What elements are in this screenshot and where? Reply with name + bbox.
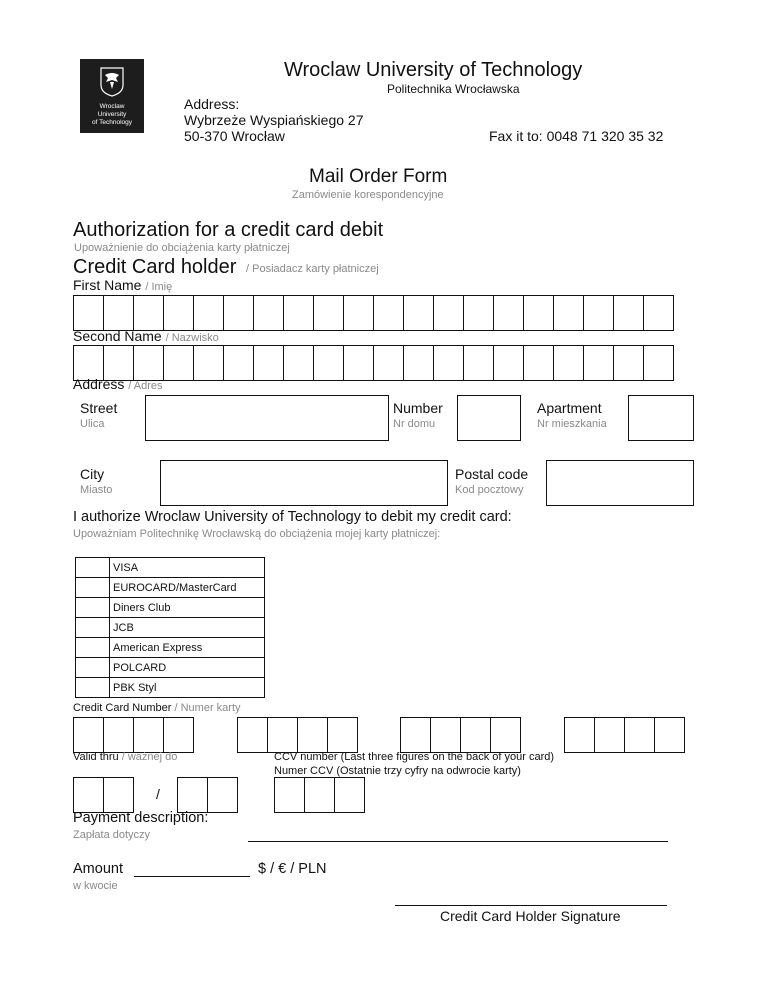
city-input[interactable] [160,460,448,506]
second-name-cell[interactable] [283,345,314,381]
university-logo [80,59,144,133]
second-name-cell[interactable] [343,345,374,381]
card-type-label: VISA [110,558,265,578]
street-label: Street [80,400,118,416]
card-type-row [76,658,265,678]
card-number-cell[interactable] [133,717,164,753]
card-type-checkbox[interactable] [76,558,110,578]
logo-text: Wroclaw University of Technology [92,103,132,126]
number-label-pl: Nr domu [393,418,436,430]
card-type-checkbox[interactable] [76,618,110,638]
ccv-input[interactable] [274,777,364,813]
card-type-row [76,678,265,698]
university-name-pl: Politechnika Wrocławska [387,82,520,96]
house-number-input[interactable] [457,395,521,441]
valid-month-input[interactable] [73,777,133,813]
card-number-cell[interactable] [490,717,521,753]
city-label: City [80,466,105,482]
first-name-cell[interactable] [553,295,584,331]
signature-line[interactable] [395,905,667,906]
card-number-cell[interactable] [654,717,685,753]
first-name-cell[interactable] [253,295,284,331]
second-name-cell[interactable] [313,345,344,381]
second-name-cell[interactable] [403,345,434,381]
card-type-checkbox[interactable] [76,578,110,598]
card-type-label: EUROCARD/MasterCard [110,578,265,598]
street-label-pl: Ulica [80,418,105,430]
university-name: Wroclaw University of Technology [284,59,583,81]
card-number-cell[interactable] [267,717,298,753]
first-name-cell[interactable] [133,295,164,331]
valid-year-cell[interactable] [207,777,238,813]
card-number-cell[interactable] [73,717,104,753]
card-type-label: American Express [110,638,265,658]
first-name-cell[interactable] [343,295,374,331]
first-name-cell[interactable] [433,295,464,331]
number-label: Number [393,400,443,416]
second-name-cell[interactable] [613,345,644,381]
second-name-cell[interactable] [583,345,614,381]
card-type-checkbox[interactable] [76,638,110,658]
second-name-cell[interactable] [253,345,284,381]
ccv-cell[interactable] [334,777,365,813]
card-type-label: JCB [110,618,265,638]
address-street: Wybrzeże Wyspiańskiego 27 [184,112,364,128]
valid-thru-label: Valid thru / ważnej do [73,751,178,763]
amount-line[interactable] [134,876,250,877]
apartment-input[interactable] [628,395,694,441]
card-holder-heading-pl: / Posiadacz karty płatniczej [246,263,379,275]
auth-title: Authorization for a credit card debit [73,219,384,241]
ccv-label-pl: Numer CCV (Ostatnie trzy cyfry na odwrocie karty) [274,765,521,777]
valid-year-cell[interactable] [177,777,208,813]
first-name-cell[interactable] [193,295,224,331]
city-label-pl: Miasto [80,484,113,496]
second-name-label: Second Name / Nazwisko [73,328,219,344]
card-type-table [75,557,265,698]
payment-description-line[interactable] [248,841,668,842]
address-label: Address: [184,96,240,112]
card-holder-heading: Credit Card holder [73,256,237,278]
valid-month-cell[interactable] [103,777,134,813]
card-number-cell[interactable] [163,717,194,753]
card-number-cell[interactable] [460,717,491,753]
first-name-label: First Name / Imię [73,277,173,293]
card-type-label: POLCARD [110,658,265,678]
second-name-cell[interactable] [463,345,494,381]
first-name-cell[interactable] [283,295,314,331]
first-name-cell[interactable] [493,295,524,331]
card-number-cell[interactable] [327,717,358,753]
card-type-row [76,578,265,598]
card-number-group-1[interactable] [73,717,193,753]
card-number-cell[interactable] [564,717,595,753]
first-name-cell[interactable] [643,295,674,331]
card-number-label: Credit Card Number / Numer karty [73,702,241,714]
first-name-cell[interactable] [73,295,104,331]
form-title: Mail Order Form [309,166,448,187]
postal-code-input[interactable] [546,460,694,506]
card-type-label: Diners Club [110,598,265,618]
card-type-row [76,618,265,638]
payment-description-label: Payment description: [73,810,209,826]
amount-label: Amount [73,861,123,877]
card-number-cell[interactable] [297,717,328,753]
first-name-cell[interactable] [583,295,614,331]
postal-code-label: Postal code [455,466,529,482]
currency-options: $ / € / PLN [258,861,327,877]
authorize-statement-pl: Upoważniam Politechnikę Wrocławską do obciążenia mojej karty płatniczej: [73,528,441,540]
first-name-cell[interactable] [523,295,554,331]
card-number-cell[interactable] [594,717,625,753]
first-name-field[interactable] [73,295,673,331]
form-title-pl: Zamówienie korespondencyjne [292,189,444,201]
second-name-field[interactable] [73,345,673,381]
second-name-cell[interactable] [433,345,464,381]
signature-label: Credit Card Holder Signature [440,908,621,924]
card-number-cell[interactable] [237,717,268,753]
card-number-group-4[interactable] [564,717,684,753]
second-name-cell[interactable] [223,345,254,381]
card-type-row [76,638,265,658]
ccv-cell[interactable] [274,777,305,813]
first-name-cell[interactable] [223,295,254,331]
payment-description-label-pl: Zapłata dotyczy [73,829,151,841]
card-type-row [76,558,265,578]
card-number-group-3[interactable] [400,717,520,753]
card-number-group-2[interactable] [237,717,357,753]
first-name-cell[interactable] [613,295,644,331]
first-name-cell[interactable] [463,295,494,331]
second-name-cell[interactable] [553,345,584,381]
card-type-checkbox[interactable] [76,598,110,618]
first-name-cell[interactable] [163,295,194,331]
card-type-checkbox[interactable] [76,658,110,678]
eagle-crest-icon [99,67,125,97]
card-number-cell[interactable] [624,717,655,753]
first-name-cell[interactable] [313,295,344,331]
second-name-cell[interactable] [373,345,404,381]
valid-year-input[interactable] [177,777,237,813]
second-name-cell[interactable] [493,345,524,381]
first-name-cell[interactable] [403,295,434,331]
card-type-row [76,598,265,618]
card-type-checkbox[interactable] [76,678,110,698]
second-name-cell[interactable] [163,345,194,381]
apartment-label: Apartment [537,400,602,416]
first-name-cell[interactable] [103,295,134,331]
card-number-cell[interactable] [400,717,431,753]
amount-label-pl: w kwocie [73,880,118,892]
address-section-label: Address / Adres [73,376,163,392]
apartment-label-pl: Nr mieszkania [537,418,607,430]
postal-code-label-pl: Kod pocztowy [455,484,524,496]
second-name-cell[interactable] [193,345,224,381]
street-input[interactable] [145,395,389,441]
card-number-cell[interactable] [430,717,461,753]
second-name-cell[interactable] [643,345,674,381]
ccv-cell[interactable] [304,777,335,813]
auth-title-pl: Upoważnienie do obciążenia karty płatniczej [74,242,290,254]
fax-number: Fax it to: 0048 71 320 35 32 [489,128,664,144]
card-type-label: PBK Styl [110,678,265,698]
address-city: 50-370 Wrocław [184,128,285,144]
ccv-label: CCV number (Last three figures on the back of your card) [274,751,555,763]
authorize-statement: I authorize Wroclaw University of Technology to debit my credit card: [73,509,512,525]
valid-month-cell[interactable] [73,777,104,813]
card-number-cell[interactable] [103,717,134,753]
first-name-cell[interactable] [373,295,404,331]
second-name-cell[interactable] [523,345,554,381]
valid-separator: / [156,786,160,802]
